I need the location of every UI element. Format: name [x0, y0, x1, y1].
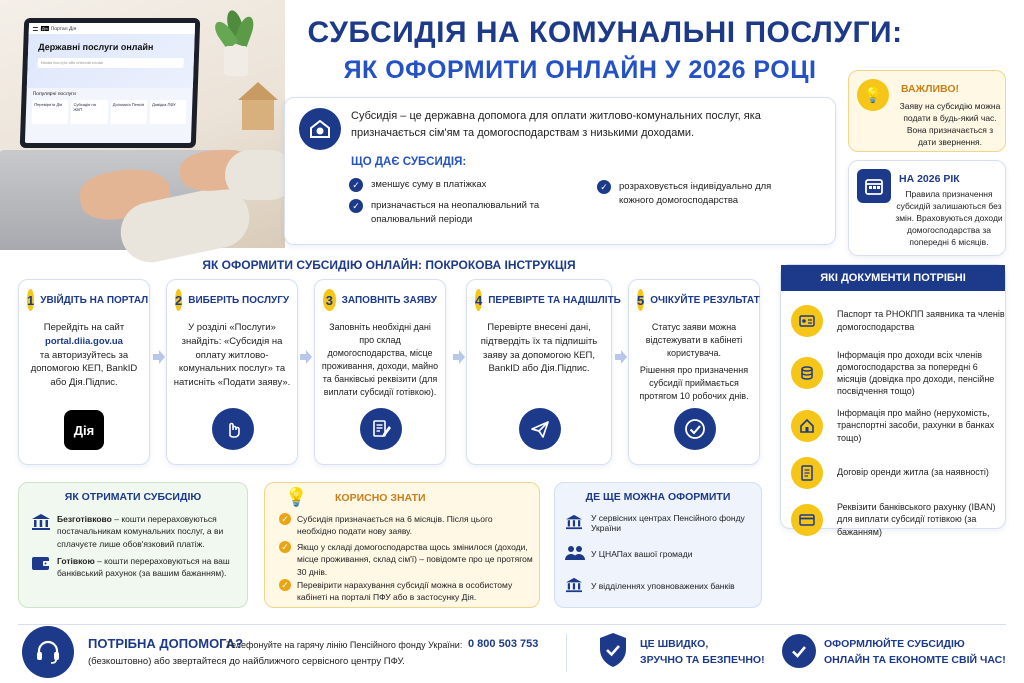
check-icon: ✓ [279, 541, 291, 553]
help-text2: (безкоштовно) або звертайтеся до найближчого сервісного центру ПФУ. [88, 656, 405, 667]
gives-item: ✓ зменшує суму в платіжках [349, 178, 549, 192]
cta-line2: ОНЛАЙН ТА ЕКОНОМТЕ СВІЙ ЧАС! [824, 654, 1006, 666]
step-card-2: 2 ВИБЕРІТЬ ПОСЛУГУ У розділі «Послуги» знайдіть: «Субсидія на оплату житлово-комунальних послуг» та натисніть «Подати заяву». [166, 279, 298, 465]
year2026-title: НА 2026 РІК [899, 173, 960, 185]
fast-line2: ЗРУЧНО ТА БЕЗПЕЧНО! [640, 654, 765, 666]
check-icon: ✓ [597, 180, 611, 194]
paper-plane-icon [519, 408, 561, 450]
laptop-tile: Довідка ПФУ [149, 100, 186, 124]
page-title-line1: СУБСИДІЯ НА КОМУНАЛЬНІ ПОСЛУГИ: [307, 16, 903, 49]
id-card-icon [791, 305, 823, 337]
intro-text: Субсидія – це державна допомога для оплати житлово-комунальних послуг, яка призначається сім'ям та домогосподарствам з низькими доходами. [351, 110, 761, 139]
laptop-search: Назва послуги або ключові слова [38, 58, 184, 68]
hand-pointer-icon [212, 408, 254, 450]
where-card: ДЕ ЩЕ МОЖНА ОФОРМИТИ У сервісних центрах Пенсійного фонду України У ЦНАПах вашої громади У відділеннях уповноважених банків [554, 482, 762, 608]
house-money-icon [299, 108, 341, 150]
useful-item: ✓ Субсидія призначається на 6 місяців. Після цього необхідно подати нову заяву. [279, 513, 533, 538]
help-text1: Телефонуйте на гарячу лінію Пенсійного фонду України: [226, 640, 463, 650]
popular-label: Популярні послуги [32, 91, 76, 97]
check-icon: ✓ [279, 579, 291, 591]
help-title: ПОТРІБНА ДОПОМОГА? [88, 636, 244, 651]
diia-logo-icon: Дія [64, 410, 104, 450]
plant-decoration [210, 10, 260, 90]
check-icon: ✓ [279, 513, 291, 525]
footer-separator [566, 634, 567, 672]
building-icon [565, 514, 591, 532]
page-title-line2: ЯК ОФОРМИТИ ОНЛАЙН У 2026 РОЦІ [343, 56, 817, 84]
cta-check-icon [782, 634, 816, 668]
check-circle-icon [674, 408, 716, 450]
coins-icon [791, 357, 823, 389]
hotline-phone[interactable]: 0 800 503 753 [468, 638, 539, 650]
check-icon: ✓ [349, 178, 363, 192]
laptop-screen [20, 18, 201, 148]
step-card-5: 5 ОЧІКУЙТЕ РЕЗУЛЬТАТ Статус заяви можна відстежувати в кабінеті користувача. Рішення про призначення субсидії приймається протягом 10 робочих днів. [628, 279, 760, 465]
fast-line1: ЦЕ ШВИДКО, [640, 638, 709, 650]
steps-heading: ЯК ОФОРМИТИ СУБСИДІЮ ОНЛАЙН: ПОКРОКОВА ІНСТРУКЦІЯ [202, 258, 576, 272]
year2026-text: Правила призначення субсидій залишаються без змін. Враховуються доходи домогосподарства за попередні 6 місяців. [895, 189, 1003, 247]
calendar-icon [857, 169, 891, 203]
gives-item: ✓ розраховується індивідуально для кожного домогосподарства [597, 180, 787, 208]
where-title: ДЕ ЩЕ МОЖНА ОФОРМИТИ [585, 491, 731, 503]
house-icon [791, 410, 823, 442]
gives-item: ✓ призначається на неопалювальний та опалювальний періоди [349, 199, 559, 227]
document-icon [791, 457, 823, 489]
gives-heading: ЩО ДАЄ СУБСИДІЯ: [351, 156, 467, 168]
laptop-tile: Перевірити Дія [32, 100, 69, 124]
intro-card [284, 97, 836, 245]
important-card [848, 70, 1006, 152]
arrow-right-icon [153, 350, 165, 364]
step-card-1: 1 УВІЙДІТЬ НА ПОРТАЛ Перейдіть на сайт portal.diia.gov.ua та авторизуйтесь за допомогою КЕП, BankID або Дія.Підпис. Дія [18, 279, 150, 465]
useful-lightbulb-icon: 💡 [285, 487, 308, 507]
arrow-right-icon [615, 350, 627, 364]
useful-item: ✓ Якщо у складі домогосподарства щось змінилося (доходи, місце проживання, склад сім'ї) – повідомте про це протягом 30 днів. [279, 541, 533, 578]
bank-building-icon [31, 513, 57, 550]
document-item: Договір оренди житла (за наявності) [781, 449, 1005, 496]
document-item: Паспорт та РНОКПП заявника та членів домогосподарства [781, 297, 1005, 344]
arrow-right-icon [300, 350, 312, 364]
receive-title: ЯК ОТРИМАТИ СУБСИДІЮ [64, 491, 202, 503]
shield-check-icon [598, 632, 628, 673]
house-figurine [238, 82, 278, 132]
hero-photo [0, 0, 285, 248]
document-item: Реквізити банківського рахунку (IBAN) для виплати субсидії готівкою (за бажанням) [781, 496, 1005, 543]
important-text: Заяву на субсидію можна подати в будь-який час. Вона призначається з дати звернення. [899, 101, 1001, 147]
bank-icon [565, 577, 591, 595]
important-title: ВАЖЛИВО! [901, 83, 960, 95]
useful-card [264, 482, 540, 608]
form-pen-icon [360, 408, 402, 450]
menu-icon [33, 27, 38, 31]
laptop-headline: Державні послуги онлайн [38, 42, 154, 52]
useful-item: ✓ Перевірити нарахування субсидії можна в особистому кабінеті на порталі ПФУ або в застосунку Дія. [279, 579, 533, 604]
document-item: Інформація про доходи всіх членів домогосподарства за попередні 6 місяців (довідка про доходи, пенсійне посвідчення тощо) [781, 344, 1005, 402]
diia-mini-logo: Дія [41, 26, 48, 31]
wallet-icon [31, 555, 57, 580]
footer-divider [18, 624, 1006, 625]
step-card-3: 3 ЗАПОВНІТЬ ЗАЯВУ Заповніть необхідні дані про склад домогосподарства, місце проживання, доходи, майно та банківські реквізити (для виплати субсидії готівкою). [314, 279, 446, 465]
check-icon: ✓ [349, 199, 363, 213]
cta-line1: ОФОРМЛЮЙТЕ СУБСИДІЮ [824, 638, 965, 650]
year2026-card [848, 160, 1006, 256]
useful-title: КОРИСНО ЗНАТИ [335, 492, 426, 504]
documents-title: ЯКІ ДОКУМЕНТИ ПОТРІБНІ [781, 265, 1005, 291]
laptop-tile: Субсидія на ЖКП [71, 100, 108, 124]
step-card-4: 4 ПЕРЕВІРТЕ ТА НАДІШЛІТЬ Перевірте внесені дані, підтвердіть їх та підпишіть заяву за допомогою КЕП, BankID або Дія.Підпис. [466, 279, 612, 465]
people-icon [565, 545, 591, 563]
document-item: Інформація про майно (нерухомість, транспортні засоби, рахунки в банках тощо) [781, 402, 1005, 449]
portal-label: Портал Дія [50, 25, 77, 32]
documents-card [780, 264, 1006, 537]
bank-card-icon [791, 504, 823, 536]
arrow-right-icon [453, 350, 465, 364]
receive-card: ЯК ОТРИМАТИ СУБСИДІЮ Безготівково – кошти перераховуються постачальникам комунальних послуг, а ви сплачуєте лише обов'язковий платіж. Готівкою – кошти перераховуються на ваш банківський рахунок (за вашим бажанням). [18, 482, 248, 608]
lightbulb-icon: 💡 [857, 79, 889, 111]
laptop-tile: Допомога Пенсія [110, 100, 147, 124]
headset-icon [22, 626, 74, 678]
portal-link[interactable]: portal.diia.gov.ua [45, 335, 123, 347]
